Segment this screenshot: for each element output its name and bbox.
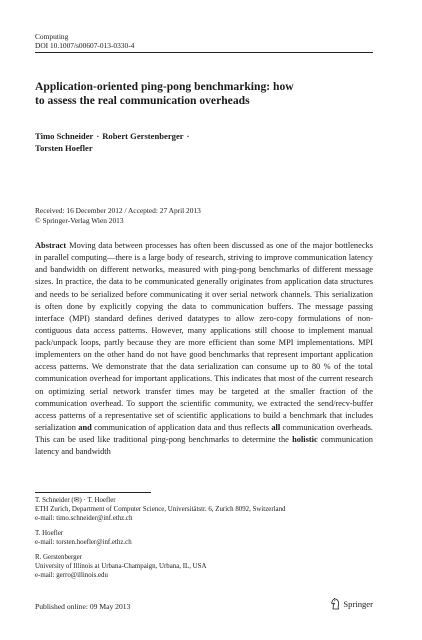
author-separator: · bbox=[96, 131, 100, 141]
footnote-affiliation: ETH Zurich, Department of Computer Science, Universitätstr. 6, Zurich 8092, Switzerland bbox=[35, 506, 286, 513]
footnote-hoefler bbox=[35, 529, 373, 547]
journal-header bbox=[35, 32, 134, 50]
springer-wordmark: Springer bbox=[343, 599, 373, 609]
footnote-email: e-mail: torsten.hoefler@inf.ethz.ch bbox=[35, 539, 132, 546]
header-rule bbox=[35, 52, 373, 53]
abstract-heading: Abstract bbox=[35, 241, 67, 250]
footnote-affiliation: University of Illinois at Urbana-Champaign, Urbana, IL, USA bbox=[35, 563, 207, 570]
copyright: © Springer-Verlag Wien 2013 bbox=[35, 215, 124, 225]
footnote-rule bbox=[35, 492, 151, 493]
footnotes bbox=[35, 496, 373, 586]
author-name: Torsten Hoefler bbox=[35, 143, 93, 153]
abstract-text: communication of application data and thus reflects bbox=[94, 422, 270, 432]
abstract-emphasis: and bbox=[78, 422, 92, 432]
author-name: Timo Schneider bbox=[35, 131, 94, 141]
paper-page bbox=[35, 0, 373, 640]
footnote-email: e-mail: gerro@illinois.edu bbox=[35, 572, 108, 579]
paper-title bbox=[35, 80, 373, 108]
title-line-2: to assess the real communication overheads bbox=[35, 94, 250, 107]
springer-chess-knight-icon bbox=[331, 598, 340, 610]
title-line-1: Application-oriented ping-pong benchmarking: how bbox=[35, 80, 294, 93]
journal-name: Computing bbox=[35, 32, 69, 41]
journal-doi: DOI 10.1007/s00607-013-0330-4 bbox=[35, 41, 135, 50]
author-list bbox=[35, 130, 192, 154]
abstract-text: communication latency and bandwidth bbox=[35, 435, 373, 457]
received-accepted: Received: 16 December 2012 / Accepted: 27 April 2013 bbox=[35, 206, 201, 215]
footnote-names: T. Schneider (✉) · T. Hoefler bbox=[35, 497, 116, 504]
springer-logo bbox=[331, 598, 373, 610]
footnote-email: e-mail: timo.schneider@inf.ethz.ch bbox=[35, 515, 133, 522]
footnote-affiliation-eth bbox=[35, 496, 373, 523]
abstract-text: Moving data between processes has often been discussed as one of the major bottlenecks in parallel computing—there is a large body of research, striving to improve communication latency and bandwidth on different networks, measured with ping-pong benchmarks of different message sizes. In practice, the data to be communicated generally originates from application data structures and needs to be serialized before communicating it over serial network channels. This serialization is often done by explicitly copying the data to communication buffers. The message passing interface (MPI) standard defines derived datatypes to allow zero-copy formulations of non-contiguous data access patterns. However, many applications still choose to implement manual pack/unpack loops, partly because they are more efficient than some MPI implementations. MPI implementers on the other hand do not have good benchmarks that represent important application access patterns. We demonstrate that the data serialization can consume up to 80 % of the total communication overhead for important applications. This indicates that most of the current research on optimizing serial network transfer times may be targeted at the smaller fraction of the communication overhead. To support the scientific community, we extracted the send/recv-buffer access patterns of a representative set of scientific applications to build a benchmark that includes serialization bbox=[35, 241, 373, 432]
article-dates bbox=[35, 206, 201, 225]
footnote-affiliation-uiuc bbox=[35, 553, 373, 580]
published-online: Published online: 09 May 2013 bbox=[35, 602, 131, 611]
author-name: Robert Gerstenberger bbox=[102, 131, 184, 141]
abstract bbox=[35, 240, 373, 458]
abstract-emphasis: all bbox=[271, 422, 281, 432]
abstract-emphasis: holistic bbox=[292, 435, 318, 444]
footnote-names: R. Gerstenberger bbox=[35, 554, 82, 561]
footnote-names: T. Hoefler bbox=[35, 530, 64, 537]
author-separator: · bbox=[186, 131, 190, 141]
abstract-text: communication overheads. This can be used like traditional ping-pong benchmarks to determine the bbox=[35, 422, 373, 444]
